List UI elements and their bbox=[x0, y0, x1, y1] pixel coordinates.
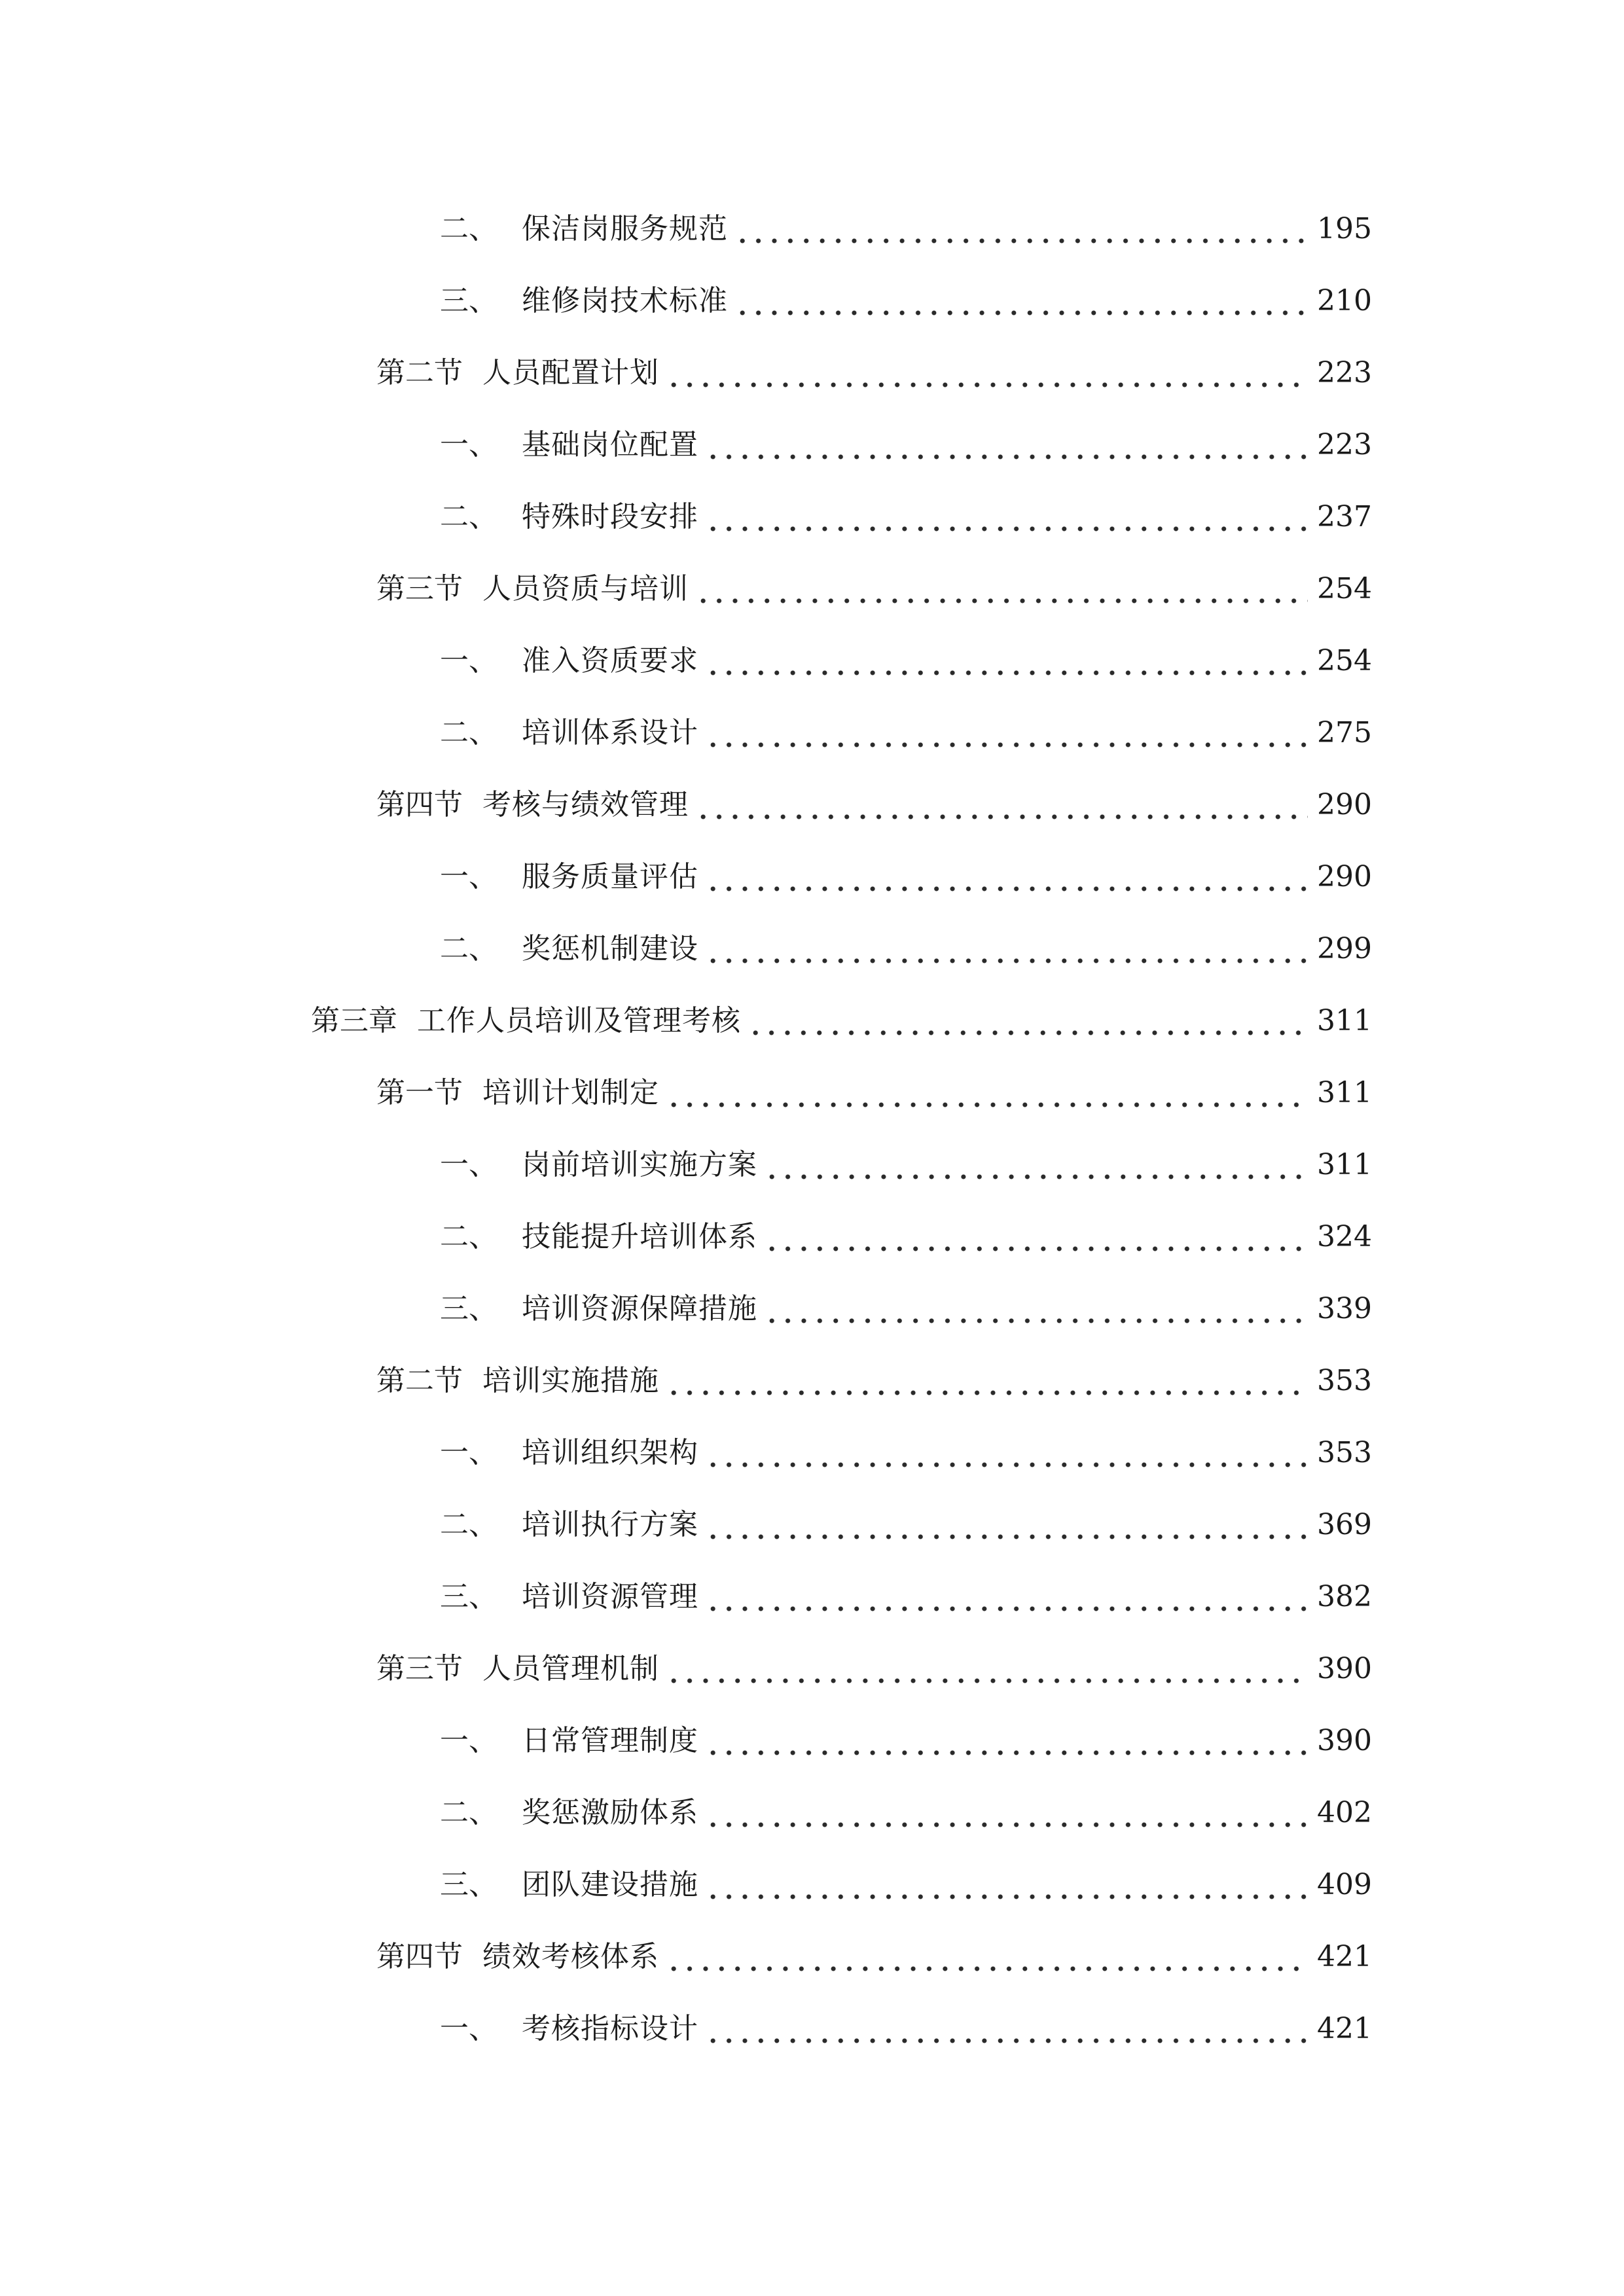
toc-entry-title: 培训体系设计 bbox=[522, 716, 698, 749]
dot-leader bbox=[705, 1499, 1308, 1551]
dot-leader bbox=[666, 1355, 1308, 1407]
toc-entry-page: 290 bbox=[1317, 860, 1372, 893]
toc-entry[interactable] bbox=[440, 1139, 1372, 1191]
toc-entry-page: 210 bbox=[1317, 284, 1372, 317]
toc-entry-number: 第三节 bbox=[376, 572, 463, 605]
dot-leader bbox=[748, 995, 1308, 1047]
toc-entry-number: 一、 bbox=[440, 1724, 497, 1757]
dot-leader bbox=[695, 779, 1308, 831]
toc-entry-title: 服务质量评估 bbox=[522, 860, 698, 893]
toc-entry-page: 409 bbox=[1317, 1868, 1372, 1901]
toc-entry[interactable] bbox=[440, 707, 1372, 759]
dot-leader bbox=[705, 1427, 1308, 1479]
toc-entry[interactable] bbox=[440, 275, 1372, 327]
toc-entry-number: 三、 bbox=[440, 1868, 497, 1901]
toc-entry-title: 培训组织架构 bbox=[522, 1436, 698, 1469]
toc-entry-page: 275 bbox=[1317, 716, 1372, 749]
toc-entry-title: 维修岗技术标准 bbox=[522, 284, 728, 317]
toc-entry[interactable] bbox=[440, 1211, 1372, 1263]
toc-entry[interactable] bbox=[440, 2003, 1372, 2055]
toc-entry-title: 基础岗位配置 bbox=[522, 428, 698, 461]
toc-entry-number: 三、 bbox=[440, 1580, 497, 1613]
dot-leader bbox=[705, 851, 1308, 903]
toc-entry[interactable] bbox=[440, 419, 1372, 471]
toc-entry-page: 369 bbox=[1317, 1508, 1372, 1541]
toc-entry[interactable] bbox=[376, 1067, 1372, 1119]
dot-leader bbox=[705, 707, 1308, 759]
toc-entry[interactable] bbox=[376, 1355, 1372, 1407]
toc-entry-page: 195 bbox=[1317, 212, 1372, 245]
dot-leader bbox=[705, 1859, 1308, 1911]
toc-entry[interactable] bbox=[311, 995, 1372, 1047]
toc-entry-number: 二、 bbox=[440, 716, 497, 749]
toc-entry-page: 339 bbox=[1317, 1292, 1372, 1325]
toc-entry-number: 二、 bbox=[440, 1796, 497, 1829]
toc-entry-number: 二、 bbox=[440, 1508, 497, 1541]
toc-entry-title: 考核指标设计 bbox=[522, 2012, 698, 2045]
toc-entry[interactable] bbox=[440, 635, 1372, 687]
toc-entry-number: 第二节 bbox=[376, 1364, 463, 1397]
toc-entry-page: 390 bbox=[1317, 1652, 1372, 1685]
toc-entry-title: 特殊时段安排 bbox=[522, 500, 698, 533]
toc-entry-title: 培训资源管理 bbox=[522, 1580, 698, 1613]
toc-entry-page: 254 bbox=[1317, 572, 1372, 605]
toc-entry-page: 311 bbox=[1317, 1004, 1372, 1037]
toc-entry[interactable] bbox=[440, 1859, 1372, 1911]
toc-entry-number: 一、 bbox=[440, 1436, 497, 1469]
toc-entry-number: 第四节 bbox=[376, 1940, 463, 1973]
toc-entry-title: 人员管理机制 bbox=[482, 1652, 659, 1685]
dot-leader bbox=[734, 203, 1308, 255]
toc-entry-page: 299 bbox=[1317, 932, 1372, 965]
toc-entry-title: 培训资源保障措施 bbox=[522, 1292, 757, 1325]
toc-entry-page: 421 bbox=[1317, 1940, 1372, 1973]
dot-leader bbox=[764, 1211, 1308, 1263]
toc-entry-number: 二、 bbox=[440, 1220, 497, 1253]
toc-entry-title: 岗前培训实施方案 bbox=[522, 1148, 757, 1181]
toc-entry-number: 第四节 bbox=[376, 788, 463, 821]
dot-leader bbox=[705, 1787, 1308, 1839]
toc-entry-number: 二、 bbox=[440, 932, 497, 965]
toc-entry-number: 一、 bbox=[440, 1148, 497, 1181]
toc-entry-title: 工作人员培训及管理考核 bbox=[417, 1004, 741, 1037]
toc-entry-number: 一、 bbox=[440, 860, 497, 893]
toc-entry[interactable] bbox=[440, 1787, 1372, 1839]
toc-entry[interactable] bbox=[376, 779, 1372, 831]
toc-entry-page: 223 bbox=[1317, 428, 1372, 461]
toc-entry[interactable] bbox=[376, 347, 1372, 399]
toc-entry-title: 团队建设措施 bbox=[522, 1868, 698, 1901]
toc-entry-title: 日常管理制度 bbox=[522, 1724, 698, 1757]
toc-entry-number: 一、 bbox=[440, 644, 497, 677]
toc-entry-number: 第三节 bbox=[376, 1652, 463, 1685]
toc-entry[interactable] bbox=[440, 1571, 1372, 1623]
toc-entry-page: 402 bbox=[1317, 1796, 1372, 1829]
dot-leader bbox=[764, 1139, 1308, 1191]
toc-entry-page: 290 bbox=[1317, 788, 1372, 821]
dot-leader bbox=[666, 1931, 1308, 1983]
dot-leader bbox=[666, 1067, 1308, 1119]
dot-leader bbox=[705, 1571, 1308, 1623]
dot-leader bbox=[764, 1283, 1308, 1335]
toc-entry-number: 第一节 bbox=[376, 1076, 463, 1109]
toc-entry[interactable] bbox=[376, 1931, 1372, 1983]
toc-entry[interactable] bbox=[440, 491, 1372, 543]
toc-entry-title: 人员配置计划 bbox=[482, 356, 659, 389]
toc-entry-page: 254 bbox=[1317, 644, 1372, 677]
toc-entry-title: 准入资质要求 bbox=[522, 644, 698, 677]
toc-entry-page: 390 bbox=[1317, 1724, 1372, 1757]
toc-entry[interactable] bbox=[376, 1643, 1372, 1695]
toc-entry-number: 三、 bbox=[440, 284, 497, 317]
toc-entry-page: 223 bbox=[1317, 356, 1372, 389]
toc-entry-title: 培训执行方案 bbox=[522, 1508, 698, 1541]
toc-entry[interactable] bbox=[440, 1427, 1372, 1479]
toc-entry-number: 三、 bbox=[440, 1292, 497, 1325]
toc-entry-page: 421 bbox=[1317, 2012, 1372, 2045]
toc-entry-number: 一、 bbox=[440, 2012, 497, 2045]
dot-leader bbox=[705, 923, 1308, 975]
toc-entry-number: 一、 bbox=[440, 428, 497, 461]
toc-entry-page: 353 bbox=[1317, 1436, 1372, 1469]
dot-leader bbox=[705, 1715, 1308, 1767]
toc-entry-title: 绩效考核体系 bbox=[482, 1940, 659, 1973]
dot-leader bbox=[705, 635, 1308, 687]
toc-entry-title: 奖惩激励体系 bbox=[522, 1796, 698, 1829]
dot-leader bbox=[666, 1643, 1308, 1695]
toc-entry-page: 382 bbox=[1317, 1580, 1372, 1613]
toc-entry[interactable] bbox=[440, 851, 1372, 903]
toc-entry-number: 二、 bbox=[440, 500, 497, 533]
toc-entry[interactable] bbox=[440, 1283, 1372, 1335]
dot-leader bbox=[705, 2003, 1308, 2055]
toc-entry-number: 第二节 bbox=[376, 356, 463, 389]
toc-entry-title: 技能提升培训体系 bbox=[522, 1220, 757, 1253]
toc-entry-page: 311 bbox=[1317, 1148, 1372, 1181]
toc-entry-title: 奖惩机制建设 bbox=[522, 932, 698, 965]
toc-entry-page: 324 bbox=[1317, 1220, 1372, 1253]
toc-entry-title: 保洁岗服务规范 bbox=[522, 212, 728, 245]
toc-entry-number: 二、 bbox=[440, 212, 497, 245]
toc-entry-number: 第三章 bbox=[311, 1004, 397, 1037]
toc-entry[interactable] bbox=[440, 923, 1372, 975]
dot-leader bbox=[705, 491, 1308, 543]
toc-entry[interactable] bbox=[440, 1715, 1372, 1767]
toc-entry[interactable] bbox=[440, 1499, 1372, 1551]
toc-entry-page: 353 bbox=[1317, 1364, 1372, 1397]
dot-leader bbox=[695, 563, 1308, 615]
toc-entry[interactable] bbox=[440, 203, 1372, 255]
toc-entry-title: 培训计划制定 bbox=[482, 1076, 659, 1109]
toc-entry-page: 237 bbox=[1317, 500, 1372, 533]
toc-entry[interactable] bbox=[376, 563, 1372, 615]
toc-entry-page: 311 bbox=[1317, 1076, 1372, 1109]
dot-leader bbox=[666, 347, 1308, 399]
toc-entry-title: 人员资质与培训 bbox=[482, 572, 689, 605]
dot-leader bbox=[705, 419, 1308, 471]
toc-entry-title: 培训实施措施 bbox=[482, 1364, 659, 1397]
dot-leader bbox=[734, 275, 1308, 327]
toc-entry-title: 考核与绩效管理 bbox=[482, 788, 689, 821]
